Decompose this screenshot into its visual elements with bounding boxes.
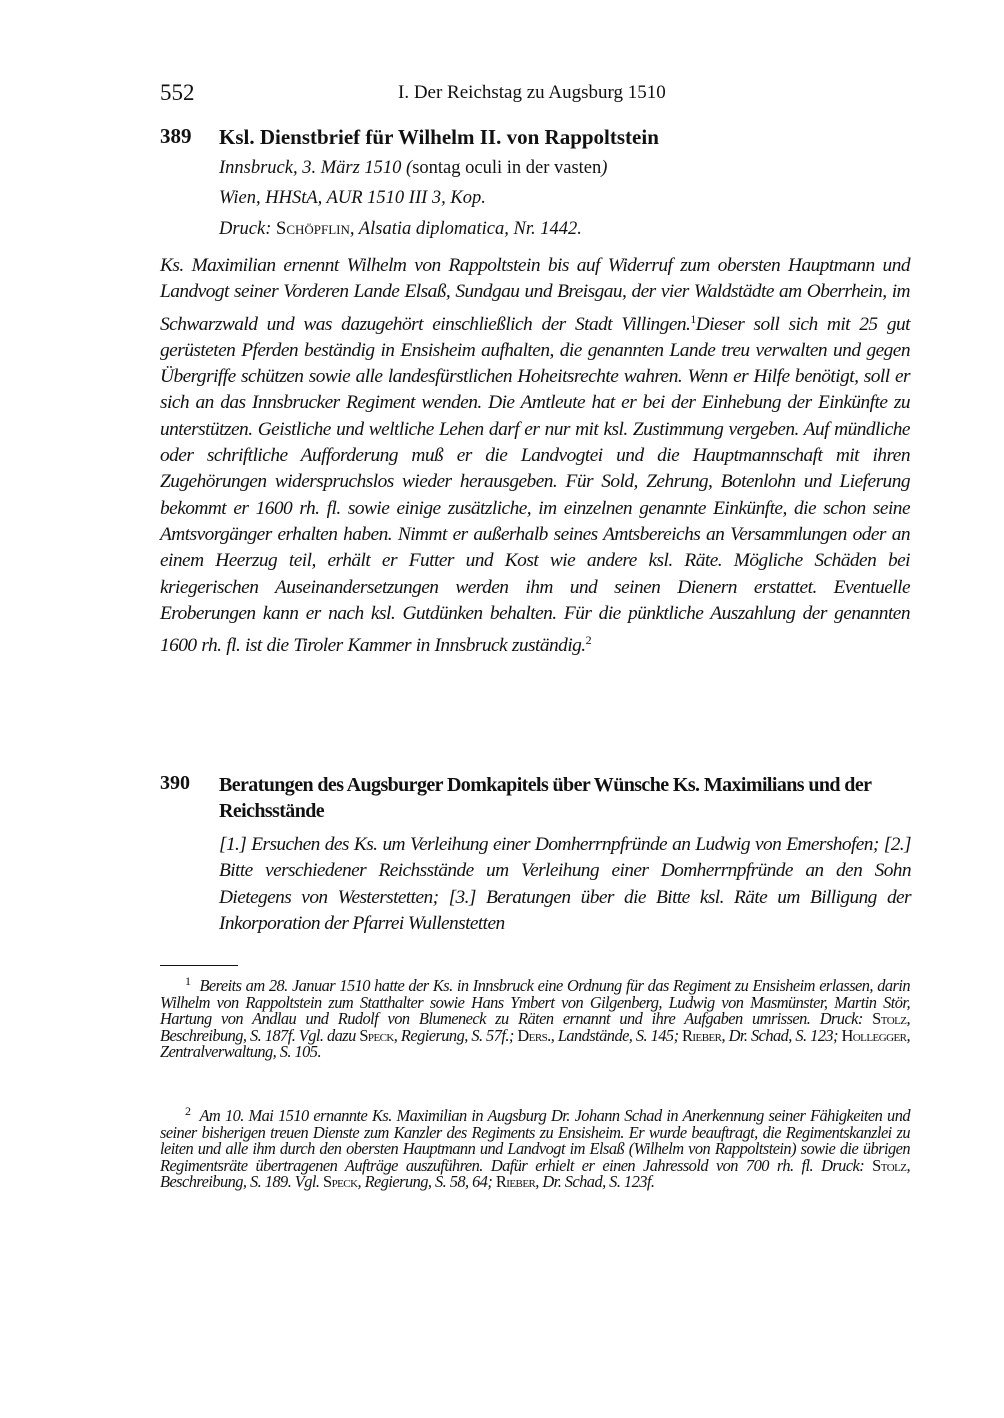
- footnote-1: [160, 973, 910, 1061]
- print-work: , Alsatia diplomatica, Nr. 1442.: [349, 219, 582, 239]
- footnote-text: Bereits am 28. Januar 1510 hatte der Ks. in Innsbruck eine Ordnung für das Regiment zu Ensisheim erlassen, darin Wilhelm von Rappoltstein zum Statthalter sowie Hans Ymbert von Gilgenberg, Ludwig von Masmünster, Martin Stör, Hartung von Andlau und Rudolf von Blumeneck zu Räten ernannt und ihre Aufgaben umrissen. Druck:: [160, 976, 910, 1029]
- print-label: Druck:: [219, 219, 272, 239]
- document-389-regest: [160, 253, 910, 659]
- date-close: ): [601, 158, 608, 178]
- date-quote: sontag oculi in der vasten: [412, 158, 602, 178]
- footnote-separator: [160, 965, 238, 966]
- footnote-text: , Beschreibung, S. 187f. Vgl. dazu: [160, 1009, 910, 1045]
- running-title: I. Der Reichstag zu Augsburg 1510: [398, 82, 666, 103]
- page-header: [160, 80, 910, 108]
- footnote-text: Am 10. Mai 1510 ernannte Ks. Maximilian in Augsburg Dr. Johann Schad in Anerkennung seiner Fähigkeiten und seiner bisherigen treuen Dienste zum Kanzler des Regiments zu Ensisheim. Er wurde beauftragt, die Regimentskanzlei zu leiten und alle ihm durch den obersten Hauptmann und Landvogt im Elsaß (Wilhelm von Rappoltstein) sowie die übrigen Regimentsräte übertragenen Aufträge auszuführen. Dafür erhielt er einen Jahressold von 700 rh. fl. Druck:: [160, 1106, 910, 1175]
- footnote-text: , Beschreibung, S. 189. Vgl.: [160, 1155, 910, 1192]
- author-name: Speck: [323, 1172, 358, 1192]
- footnote-ref-1[interactable]: 1: [690, 311, 696, 326]
- print-author: Schöpflin: [276, 219, 350, 239]
- page-number: 552: [160, 80, 195, 105]
- author-name: Speck: [359, 1025, 394, 1045]
- document-number: 389: [160, 124, 192, 148]
- footnote-text: , Regierung, S. 57f.;: [393, 1025, 518, 1045]
- document-number: 390: [160, 772, 190, 794]
- footnote-text: , Landstände, S. 145;: [550, 1025, 683, 1045]
- author-name: Stolz: [872, 1155, 907, 1175]
- footnote-text: , Dr. Schad, S. 123f.: [535, 1172, 655, 1192]
- document-archive: Wien, HHStA, AUR 1510 III 3, Kop.: [219, 188, 486, 208]
- footnote-2: [160, 1103, 910, 1191]
- footnote-mark: 2: [185, 1104, 191, 1118]
- regest-text-2: Dieser soll sich mit 25 gut gerüsteten Pferden beständig in Ensisheim aufhalten, die genannten Lande treu verwalten und gegen Übergriffe schützen sowie alle landesfürstlichen Hoheitsrechte wahren. Wenn er Hilfe benötigt, soll er sich an das Innsbrucker Regiment wenden. Die Amtleute hat er bei der Einhebung der Einkünfte zu unterstützen. Geistliche und weltliche Lehen darf er nur mit ksl. Zustimmung vergeben. Auf mündliche oder schriftliche Aufforderung muß er die Landvogtei und die Hauptmannschaft mit ihren Zugehörungen widerspruchslos wieder herausgeben. Für Sold, Zehrung, Botenlohn und Lieferung bekommt er 1600 rh. fl. sowie einige zusätzliche, im einzelnen genannte Einkünfte, die schon seine Amtsvorgänger erhalten haben. Nimmt er außerhalb seines Amtsbereichs an Versammlungen oder an einem Heerzug teil, erhält er Futter und Kost wie andere ksl. Räte. Mögliche Schäden bei kriegerischen Auseinandersetzungen werden ihm und seinen Dienern erstattet. Eventuelle Eroberungen kann er nach ksl. Gutdünken behalten. Für die pünktliche Auszahlung der genannten 1600 rh. fl. ist die Tiroler Kammer in Innsbruck zuständig.: [160, 313, 910, 657]
- footnote-text: , Zentralverwaltung, S. 105.: [160, 1025, 910, 1062]
- author-name: Rieber: [682, 1025, 722, 1045]
- document-date-place: [219, 158, 607, 179]
- author-name: Rieber: [495, 1172, 536, 1192]
- author-name: Hollegger: [841, 1025, 907, 1045]
- document-title: Ksl. Dienstbrief für Wilhelm II. von Rappoltstein: [219, 125, 659, 149]
- footnote-ref-2[interactable]: 2: [585, 633, 592, 648]
- footnote-text: , Regierung, S. 58, 64;: [357, 1172, 496, 1192]
- footnote-text: , Dr. Schad, S. 123;: [721, 1025, 842, 1045]
- document-print-reference: [219, 219, 582, 240]
- document-390-summary: [1.] Ersuchen des Ks. um Verleihung einer Domherrnpfründe an Ludwig von Emershofen; [2.] Bitte verschiedener Reichsstände um Verleihung einer Domherrnpfründe an den Sohn Dietegens von Westerstetten; [3.] Beratungen über die Bitte ksl. Räte um Billigung der Inkorporation der Pfarrei Wullenstetten: [219, 834, 911, 934]
- author-name: Ders.: [517, 1025, 551, 1045]
- footnote-mark: 1: [185, 974, 191, 988]
- date-place-text: Innsbruck, 3. März 1510 (: [219, 158, 413, 178]
- document-title: Beratungen des Augsburger Domkapitels über Wünsche Ks. Maximilians und der Reichsstände: [219, 774, 872, 822]
- author-name: Stolz: [872, 1009, 907, 1029]
- regest-text-1: Ks. Maximilian ernennt Wilhelm von Rappoltstein bis auf Widerruf zum obersten Hauptmann und Landvogt seiner Vorderen Lande Elsaß, Sundgau und Breisgau, der vier Waldstädte am Oberrhein, im Schwarzwald und was dazugehört einschließlich der Stadt Villingen.: [160, 255, 910, 335]
